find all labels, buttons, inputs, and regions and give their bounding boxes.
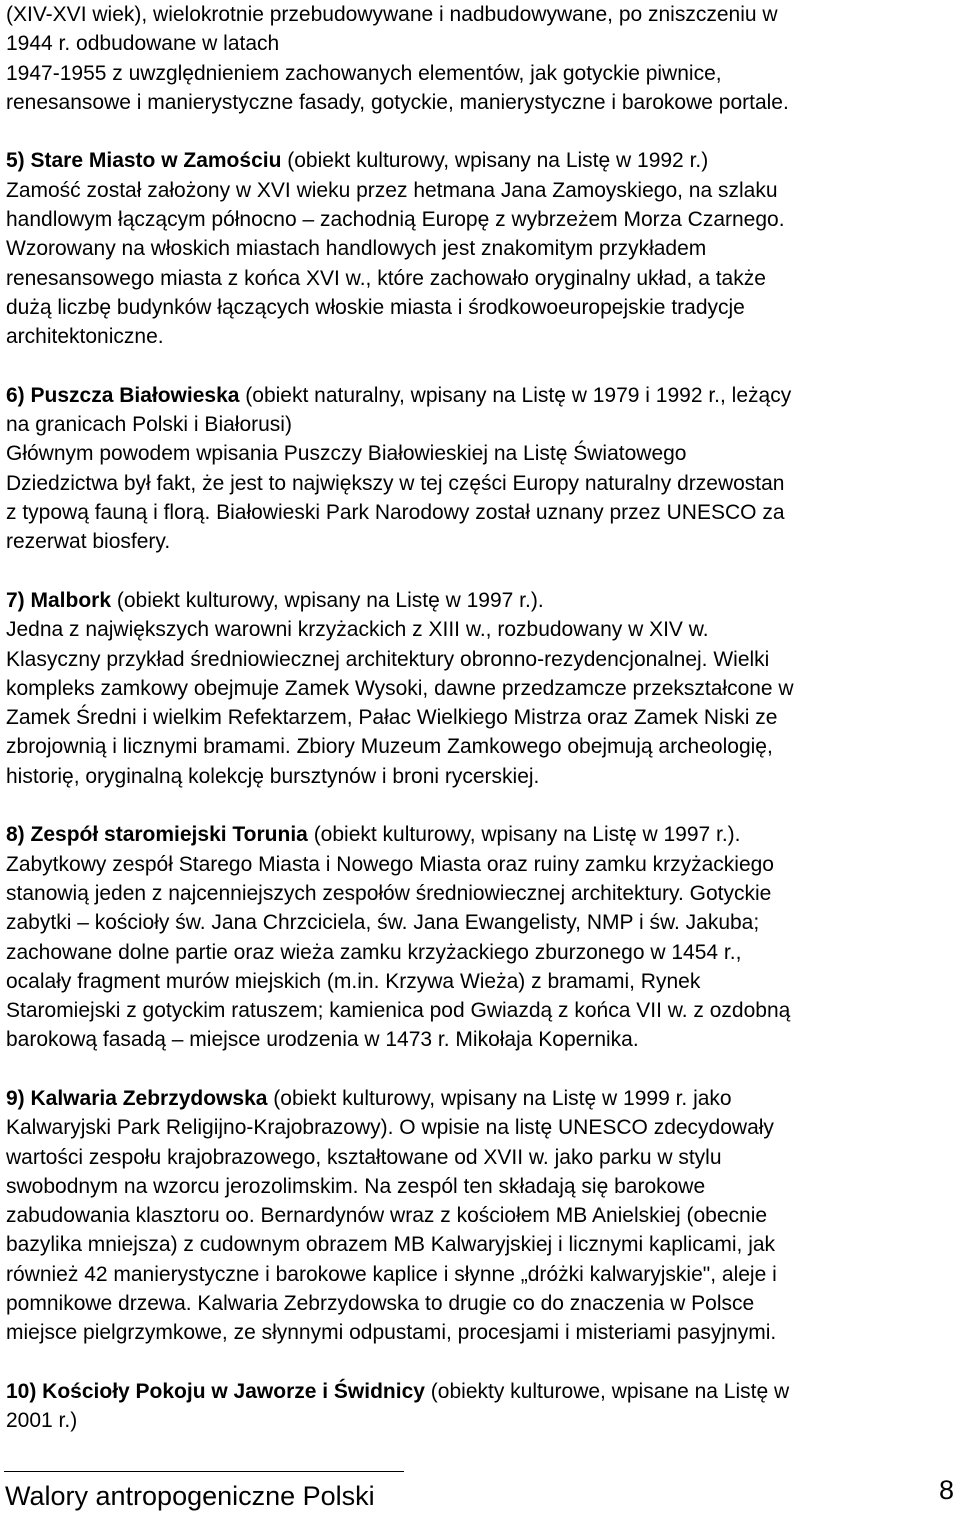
text-line: również 42 manierystyczne i barokowe kaplice i słynne „dróżki kalwaryjskie", aleje i [6,1262,777,1286]
text-line: 2001 r.) [6,1409,78,1433]
text-line: Głównym powodem wpisania Puszczy Białowieskiej na Listę Światowego [6,442,687,466]
section-subtitle: (obiekt naturalny, wpisany na Listę w 1979 i 1992 r., leżący [239,383,792,407]
section-heading [6,820,952,849]
section-subtitle: (obiekt kulturowy, wpisany na Listę w 1992 r.) [281,149,709,173]
paragraph-gap [6,117,952,146]
section-subtitle: (obiekt kulturowy, wpisany na Listę w 1997 r.). [111,588,544,612]
text-line: Kalwaryjski Park Religijno-Krajobrazowy). O wpisie na listę UNESCO zdecydowały [6,1116,774,1140]
paragraph-gap [6,352,952,381]
text-line: handlowym łączącym północno – zachodnią Europę z wybrzeżem Morza Czarnego. [6,208,785,232]
text-line: rezerwat biosfery. [6,530,171,554]
text-line: Zamość został założony w XVI wieku przez hetmana Jana Zamoyskiego, na szlaku [6,178,778,202]
text-line: Dziedzictwa był fakt, że jest to największy w tej części Europy naturalny drzewostan [6,471,785,495]
footer-title: Walory antropogeniczne Polski [5,1481,375,1511]
text-line: 1944 r. odbudowane w latach [6,32,280,56]
text-line: z typową fauną i florą. Białowieski Park Narodowy został uznany przez UNESCO za [6,501,785,525]
section-torun [6,820,952,1054]
text-line: Klasyczny przykład średniowiecznej architektury obronno-rezydencjonalnej. Wielki [6,647,770,671]
text-line: dużą liczbę budynków łączących włoskie miasta i środkowoeuropejskie tradycje [6,295,745,319]
text-line: zabudowania klasztoru oo. Bernardynów wraz z kościołem MB Anielskiej (obecnie [6,1204,768,1228]
text-line: pomnikowe drzewa. Kalwaria Zebrzydowska to drugie co do znaczenia w Polsce [6,1292,755,1316]
page-number: 8 [938,1475,954,1505]
section-heading [6,381,952,410]
text-line: barokową fasadą – miejsce urodzenia w 1473 r. Mikołaja Kopernika. [6,1028,639,1052]
text-line: Zabytkowy zespół Starego Miasta i Nowego Miasta oraz ruiny zamku krzyżackiego [6,852,774,876]
section-heading [6,146,952,175]
section-title: 8) Zespół staromiejski Torunia [6,823,308,847]
section-title: 10) Kościoły Pokoju w Jaworze i Świdnicy [6,1379,425,1403]
text-line: Zamek Średni i wielkim Refektarzem, Pałac Wielkiego Mistrza oraz Zamek Niski ze [6,706,778,730]
text-line: stanowią jeden z najcenniejszych zespołów średniowiecznej architektury. Gotyckie [6,881,772,905]
paragraph-gap [6,791,952,820]
section-title: 7) Malbork [6,588,112,612]
section-subtitle: (obiekty kulturowe, wpisane na Listę w [424,1379,790,1403]
document-page [6,0,952,1436]
section-title: 6) Puszcza Białowieska [6,383,240,407]
footer-divider [4,1471,404,1472]
section-puszcza-bialowieska [6,381,952,557]
section-heading [6,1377,952,1406]
paragraph-gap [6,1348,952,1377]
text-line: architektoniczne. [6,325,164,349]
section-title: 5) Stare Miasto w Zamościu [6,149,282,173]
section-heading [6,1084,952,1113]
intro-paragraph [6,0,952,117]
section-subtitle: (obiekt kulturowy, wpisany na Listę w 1997 r.). [307,823,741,847]
text-line: na granicach Polski i Białorusi) [6,413,292,437]
text-line: zabytki – kościoły św. Jana Chrzciciela, św. Jana Ewangelisty, NMP i św. Jakuba; [6,911,760,935]
text-line: (XIV-XVI wiek), wielokrotnie przebudowywane i nadbudowywane, po zniszczeniu w [6,3,778,26]
section-title: 9) Kalwaria Zebrzydowska [6,1086,268,1110]
text-line: ocalały fragment murów miejskich (m.in. Krzywa Wieża) z bramami, Rynek [6,969,701,993]
section-zamosc [6,146,952,351]
paragraph-gap [6,1055,952,1084]
text-line: wartości zespołu krajobrazowego, kształtowane od XVII w. jako parku w stylu [6,1145,722,1169]
text-line: Staromiejski z gotyckim ratuszem; kamienica pod Gwiazdą z końca VII w. z ozdobną [6,999,791,1023]
text-line: Jedna z największych warowni krzyżackich z XIII w., rozbudowany w XIV w. [6,618,709,642]
text-line: historię, oryginalną kolekcję bursztynów i broni rycerskiej. [6,764,540,788]
text-line: swobodnym na wzorcu jerozolimskim. Na zespól ten składają się barokowe [6,1174,706,1198]
section-koscioly-pokoju [6,1377,952,1436]
text-line: kompleks zamkowy obejmuje Zamek Wysoki, dawne przedzamcze przekształcone w [6,676,794,700]
text-line: Wzorowany na włoskich miastach handlowych jest znakomitym przykładem [6,237,707,261]
text-line: zachowane dolne partie oraz wieża zamku krzyżackiego zburzonego w 1454 r., [6,940,742,964]
section-heading [6,586,952,615]
text-line: zbrojownią i licznymi bramami. Zbiory Muzeum Zamkowego obejmują archeologię, [6,735,773,759]
text-line: 1947-1955 z uwzględnieniem zachowanych elementów, jak gotyckie piwnice, [6,61,722,85]
text-line: renesansowego miasta z końca XVI w., które zachowało oryginalny układ, a także [6,266,766,290]
text-line: renesansowe i manierystyczne fasady, gotyckie, manierystyczne i barokowe portale. [6,90,789,114]
paragraph-gap [6,557,952,586]
section-subtitle: (obiekt kulturowy, wpisany na Listę w 1999 r. jako [267,1086,732,1110]
text-line: bazylika mniejsza) z cudownym obrazem MB Kalwaryjskiej i licznymi kaplicami, jak [6,1233,776,1257]
text-line: miejsce pielgrzymkowe, ze słynnymi odpustami, procesjami i misteriami pasyjnymi. [6,1321,777,1345]
section-malbork [6,586,952,791]
section-kalwaria-zebrzydowska [6,1084,952,1348]
